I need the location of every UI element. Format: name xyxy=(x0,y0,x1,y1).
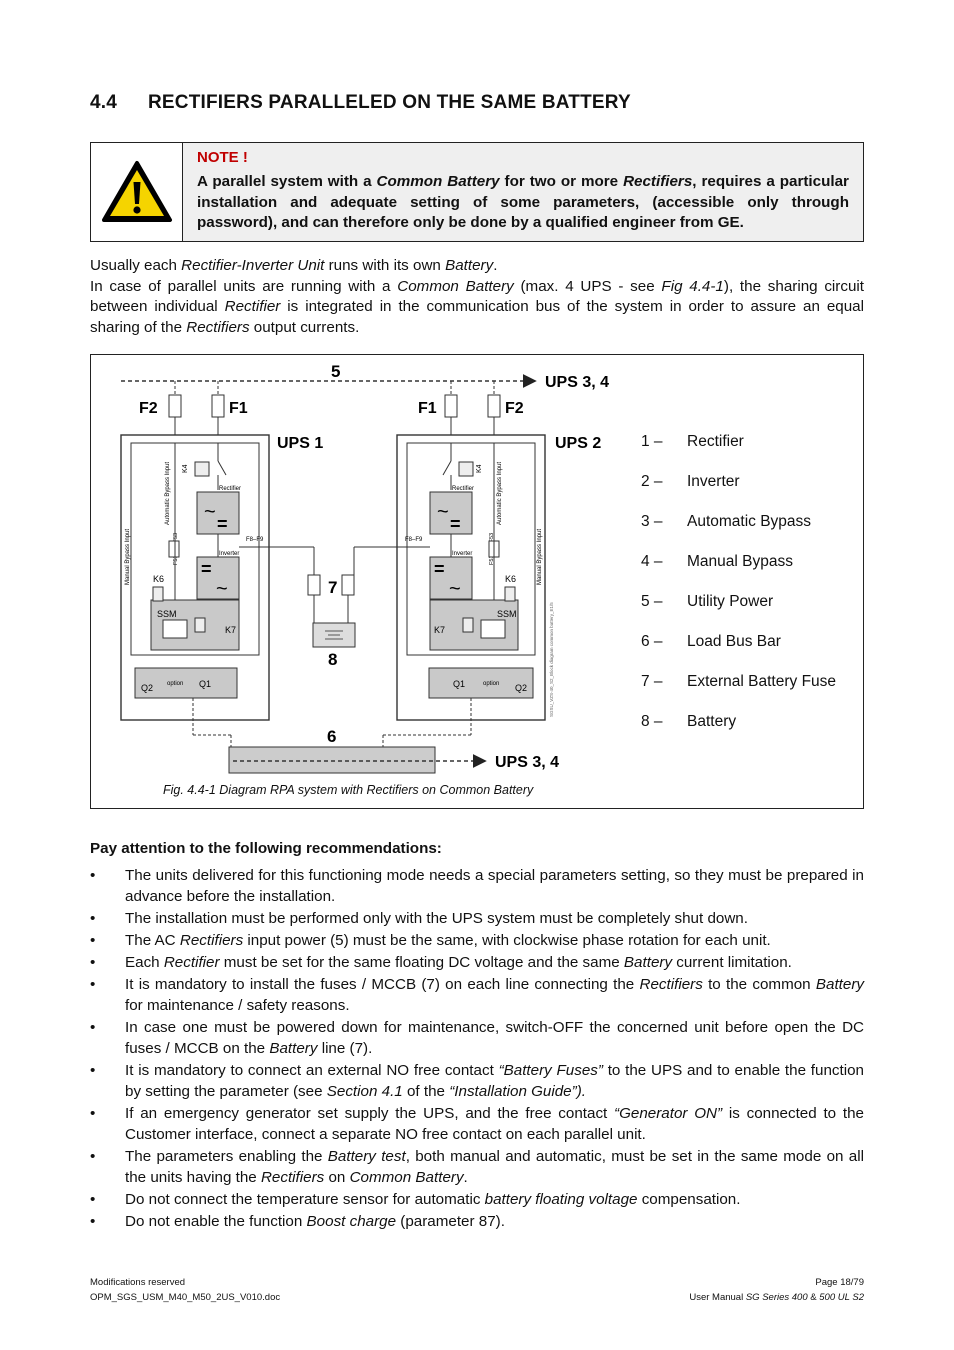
recommendation-item: • The parameters enabling the Battery test, both manual and automatic, must be set in the same mode on all the units having the Rectifiers on Common Battery. xyxy=(90,1146,864,1188)
recommendation-item: • Each Rectifier must be set for the same floating DC voltage and the same Battery current limitation. xyxy=(90,952,864,973)
intro-paragraph: Usually each Rectifier-Inverter Unit runs with its own Battery. xyxy=(90,257,498,274)
legend-number: 7 – xyxy=(641,673,663,690)
recommendation-item: • In case one must be powered down for maintenance, switch-OFF the concerned unit before open the DC fuses / MCCB on the Battery line (7). xyxy=(90,1017,864,1059)
warning-icon xyxy=(101,160,173,224)
footer-modifications: Modifications reserved xyxy=(90,1277,186,1288)
svg-text:option: option xyxy=(167,681,184,687)
svg-text:option: option xyxy=(483,681,500,687)
svg-text:K6: K6 xyxy=(153,574,165,584)
svg-text:F2: F2 xyxy=(505,400,524,417)
fuse-f2-ups2 xyxy=(488,395,500,417)
legend-label: Manual Bypass xyxy=(687,553,793,570)
svg-text:Inverter: Inverter xyxy=(452,551,473,557)
recommendation-item: • It is mandatory to install the fuses / MCCB (7) on each line connecting the Rectifiers to the common Battery for maintenance / safety reasons. xyxy=(90,974,864,1016)
recommendation-item: • The AC Rectifiers input power (5) must be the same, with clockwise phase rotation for each unit. xyxy=(90,930,864,951)
legend-label: Load Bus Bar xyxy=(687,633,781,650)
svg-text:Automatic Bypass Input: Automatic Bypass Input xyxy=(165,461,171,525)
svg-text:~: ~ xyxy=(216,578,228,600)
svg-text:K4: K4 xyxy=(476,464,483,473)
recommendation-item: • It is mandatory to connect an external NO free contact “Battery Fuses” to the UPS and to enable the function by setting the parameter (see Section 4.1 of the “Installation Guide”). xyxy=(90,1060,864,1102)
note-title: NOTE ! xyxy=(197,149,248,166)
svg-text:SSM: SSM xyxy=(157,609,177,619)
note-box xyxy=(90,142,864,242)
recommendation-item: • The installation must be performed only with the UPS system must be completely shut down. xyxy=(90,908,864,929)
svg-text:SGSU_VZS-40_S2_Block diagram c: SGSU_VZS-40_S2_Block diagram common battery_E1/5 xyxy=(549,602,554,717)
note-text-cell xyxy=(183,143,863,241)
svg-text:K6: K6 xyxy=(505,574,517,584)
svg-text:F1: F1 xyxy=(418,400,437,417)
figure-box xyxy=(90,354,864,809)
svg-text:Manual Bypass Input: Manual Bypass Input xyxy=(125,528,131,585)
fuse-f1-ups1 xyxy=(212,395,224,417)
legend-item xyxy=(641,433,856,473)
svg-text:Q2: Q2 xyxy=(515,683,528,693)
svg-text:Q1: Q1 xyxy=(199,679,212,689)
external-battery-fuse-2 xyxy=(342,575,354,595)
fuse-f1-ups2 xyxy=(445,395,457,417)
section-title: RECTIFIERS PARALLELED ON THE SAME BATTERY xyxy=(148,92,631,113)
svg-text:6: 6 xyxy=(327,727,337,746)
ups34-bottom-label: UPS 3, 4 xyxy=(495,754,560,771)
legend-number: 2 – xyxy=(641,473,663,490)
section-heading xyxy=(90,92,631,114)
fuse-f2-ups1 xyxy=(169,395,181,417)
legend-label: External Battery Fuse xyxy=(687,673,837,690)
utility-label: 5 xyxy=(331,362,341,381)
intro-paragraph: In case of parallel units are running with a Common Battery (max. 4 UPS - see Fig 4.4-1), the sharing circuit between individual Rectifier is integrated in the communication bus of the system in order to assure an equal sharing of the Rectifiers output currents. xyxy=(90,277,865,336)
footer-page-number: Page 18/79 xyxy=(815,1277,864,1288)
legend-label: Inverter xyxy=(687,473,740,490)
svg-text:~: ~ xyxy=(204,501,216,523)
recommendation-item: • If an emergency generator set supply the UPS, and the free contact “Generator ON” is connected to the Customer interface, connect a separate NO free contact on each parallel unit. xyxy=(90,1103,864,1145)
svg-text:Q2: Q2 xyxy=(141,683,154,693)
svg-text:=: = xyxy=(201,559,212,579)
svg-text:Manual Bypass Input: Manual Bypass Input xyxy=(537,528,543,585)
svg-text:UPS 2: UPS 2 xyxy=(555,435,602,452)
svg-text:K4: K4 xyxy=(182,464,189,473)
legend-number: 6 – xyxy=(641,633,663,650)
legend-item xyxy=(641,673,856,713)
svg-text:F8–F9: F8–F9 xyxy=(246,537,264,543)
svg-text:Q1: Q1 xyxy=(453,679,466,689)
svg-text:F2: F2 xyxy=(139,400,158,417)
footer-doc-name: OPM_SGS_USM_M40_M50_2US_V010.doc xyxy=(90,1292,281,1303)
legend-item xyxy=(641,473,856,513)
svg-text:=: = xyxy=(217,514,228,534)
svg-text:=: = xyxy=(434,559,445,579)
svg-text:K7: K7 xyxy=(434,625,446,635)
load-bus-bar xyxy=(229,747,435,773)
page-footer xyxy=(90,1275,864,1305)
legend-label: Utility Power xyxy=(687,593,774,610)
figure-caption: Fig. 4.4-1 Diagram RPA system with Rectifiers on Common Battery xyxy=(163,783,534,797)
legend-number: 3 – xyxy=(641,513,663,530)
recommendation-item: • Do not connect the temperature sensor for automatic battery floating voltage compensation. xyxy=(90,1189,864,1210)
svg-text:UPS 1: UPS 1 xyxy=(277,435,324,452)
intro-text xyxy=(90,256,864,338)
svg-text:~: ~ xyxy=(437,501,449,523)
external-battery-fuse-1 xyxy=(308,575,320,595)
svg-text:8: 8 xyxy=(328,650,338,669)
legend-item xyxy=(641,553,856,593)
svg-text:F8–F9: F8–F9 xyxy=(405,537,423,543)
section-number: 4.4 xyxy=(90,92,118,113)
legend-label: Rectifier xyxy=(687,433,744,450)
legend-item xyxy=(641,633,856,673)
svg-text:~: ~ xyxy=(449,578,461,600)
legend-number: 5 – xyxy=(641,593,663,610)
svg-text:Rectifier: Rectifier xyxy=(219,486,242,492)
recommendations-list xyxy=(90,865,864,1233)
legend-label: Automatic Bypass xyxy=(687,513,812,530)
recommendation-item: • The units delivered for this functioning mode needs a special parameters setting, so they must be prepared in advance before the installation. xyxy=(90,865,864,907)
svg-text:=: = xyxy=(450,514,461,534)
svg-text:K7: K7 xyxy=(225,625,237,635)
recommendations-title: Pay attention to the following recommendations: xyxy=(90,840,442,857)
legend-number: 8 – xyxy=(641,713,663,730)
svg-text:Automatic Bypass Input: Automatic Bypass Input xyxy=(497,461,503,525)
legend-number: 4 – xyxy=(641,553,663,570)
svg-text:SSM: SSM xyxy=(497,609,517,619)
legend-item xyxy=(641,713,856,753)
note-icon-cell xyxy=(91,143,183,241)
svg-text:7: 7 xyxy=(328,578,338,597)
svg-text:Inverter: Inverter xyxy=(219,551,240,557)
diagram-legend xyxy=(641,433,856,753)
legend-number: 1 – xyxy=(641,433,663,450)
svg-text:F1: F1 xyxy=(229,400,248,417)
note-body: A parallel system with a Common Battery for two or more Rectifiers, requires a particular installation and adequate setting of some parameters, (accessible only through password), and can therefore only be done by a qualified engineer from GE. xyxy=(197,173,849,231)
legend-item xyxy=(641,593,856,633)
legend-item xyxy=(641,513,856,553)
legend-label: Battery xyxy=(687,713,737,730)
ups34-top-label: UPS 3, 4 xyxy=(545,374,610,391)
recommendation-item: • Do not enable the function Boost charge (parameter 87). xyxy=(90,1211,864,1232)
svg-text:Rectifier: Rectifier xyxy=(452,486,475,492)
footer-manual-title: User Manual SG Series 400 & 500 UL S2 xyxy=(689,1292,864,1303)
